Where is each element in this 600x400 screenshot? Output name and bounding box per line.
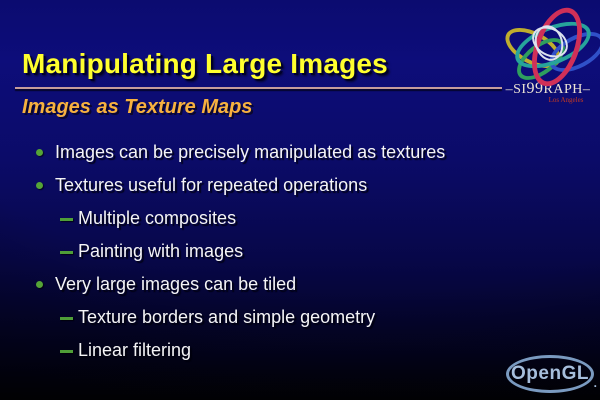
bullet-text: Linear filtering <box>78 340 192 360</box>
list-item <box>0 334 600 367</box>
slide-title: Manipulating Large Images <box>22 48 388 79</box>
sub-bullet-dash-icon <box>60 317 73 320</box>
siggraph-dash: – <box>505 82 514 97</box>
bullet-dot-icon <box>36 149 43 156</box>
list-item <box>0 169 600 202</box>
bullet-dot-icon <box>36 182 43 189</box>
list-item <box>0 136 600 169</box>
bullet-dot-icon <box>36 281 43 288</box>
list-item <box>0 235 600 268</box>
title-divider-rule <box>15 87 502 89</box>
sub-bullet-dash-icon <box>60 350 73 353</box>
slide-subtitle: Images as Texture Maps <box>22 96 253 118</box>
siggraph-city-label: Los Angeles <box>548 96 584 104</box>
siggraph99-logo-icon <box>505 6 597 82</box>
siggraph-prefix: SI <box>513 82 527 97</box>
bullet-text: Textures useful for repeated operations <box>55 175 368 195</box>
siggraph-dash: – <box>582 82 591 97</box>
opengl-wordmark: OpenGL <box>511 363 589 384</box>
list-item <box>0 268 600 301</box>
bullet-text: Painting with images <box>78 241 244 261</box>
bullet-text: Very large images can be tiled <box>55 274 297 294</box>
bullet-text: Images can be precisely manipulated as textures <box>55 142 446 162</box>
list-item <box>0 202 600 235</box>
siggraph-nines: 99 <box>526 80 544 97</box>
bullet-list <box>0 136 600 367</box>
bullet-text: Multiple composites <box>78 208 237 228</box>
opengl-logo-icon <box>506 355 597 393</box>
list-item <box>0 301 600 334</box>
sub-bullet-dash-icon <box>60 218 73 221</box>
siggraph-suffix: RAPH <box>543 82 583 97</box>
sub-bullet-dash-icon <box>60 251 73 254</box>
opengl-trademark-dot: . <box>593 376 597 390</box>
bullet-text: Texture borders and simple geometry <box>78 307 376 327</box>
